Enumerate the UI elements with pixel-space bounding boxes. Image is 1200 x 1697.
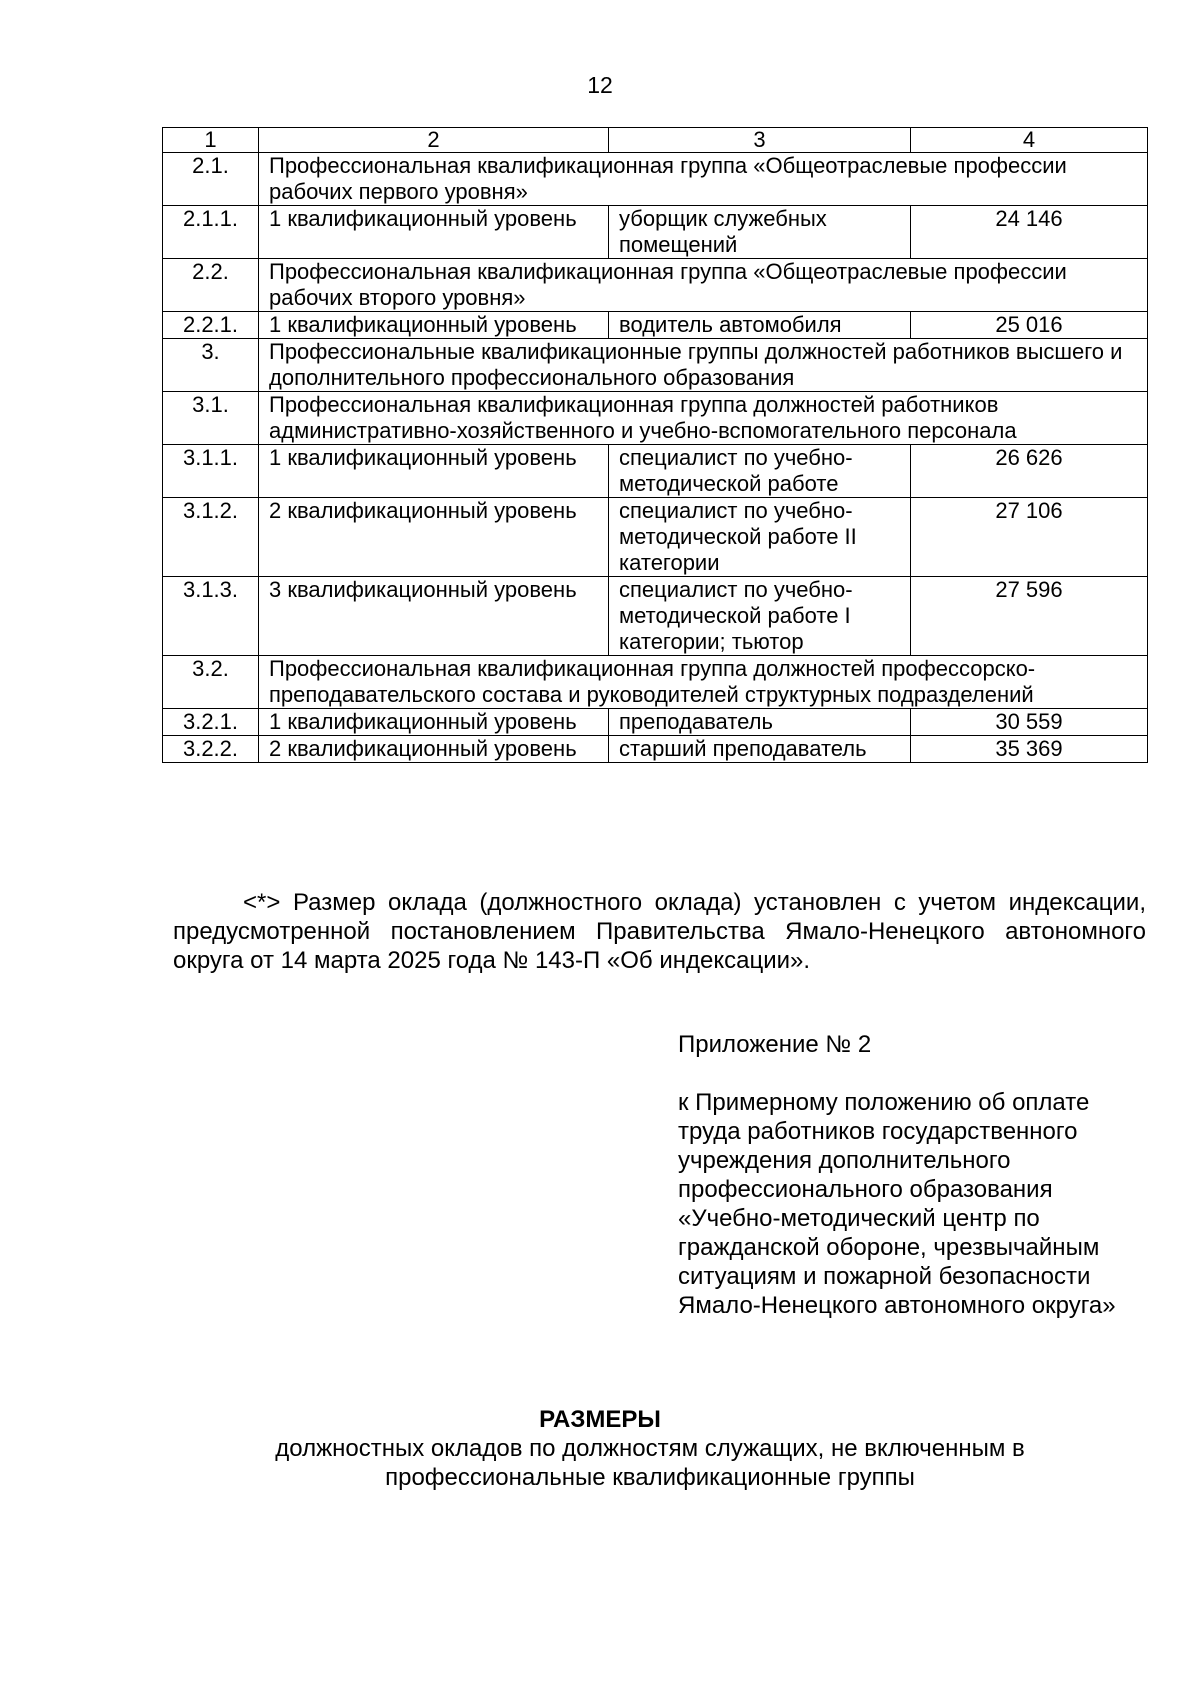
position-name: уборщик служебных помещений — [609, 206, 911, 259]
table-row — [163, 445, 1148, 498]
row-number: 2.2.1. — [163, 312, 259, 339]
group-row — [163, 259, 1148, 312]
salary-value: 30 559 — [911, 709, 1148, 736]
header-cell: 2 — [259, 128, 609, 153]
qualification-level: 2 квалификационный уровень — [259, 736, 609, 763]
group-title: Профессиональная квалификационная группа должностей работников административно-хозяйственного и учебно-вспомогательного персонала — [259, 392, 1148, 445]
group-title: Профессиональная квалификационная группа «Общеотраслевые профессии рабочих второго уровня» — [259, 259, 1148, 312]
position-name: преподаватель — [609, 709, 911, 736]
row-number: 2.2. — [163, 259, 259, 312]
appendix-body: к Примерному положению об оплате труда работников государственного учреждения дополнительного профессионального образования «Учебно-методический центр по гражданской обороне, чрезвычайным ситуациям и пожарной безопасности Ямало-Ненецкого автономного округа» — [678, 1089, 1116, 1319]
table-row — [163, 736, 1148, 763]
row-number: 3. — [163, 339, 259, 392]
group-title: Профессиональная квалификационная группа «Общеотраслевые профессии рабочих первого уровня» — [259, 153, 1148, 206]
position-name: специалист по учебно-методической работе II категории — [609, 498, 911, 577]
salary-value: 35 369 — [911, 736, 1148, 763]
row-number: 3.2.2. — [163, 736, 259, 763]
row-number: 3.1. — [163, 392, 259, 445]
section-heading: РАЗМЕРЫ — [539, 1406, 661, 1433]
salary-table — [162, 127, 1148, 763]
table-row — [163, 577, 1148, 656]
salary-value: 27 596 — [911, 577, 1148, 656]
row-number: 2.1.1. — [163, 206, 259, 259]
row-number: 2.1. — [163, 153, 259, 206]
qualification-level: 1 квалификационный уровень — [259, 445, 609, 498]
salary-value: 24 146 — [911, 206, 1148, 259]
salary-value: 26 626 — [911, 445, 1148, 498]
header-cell: 4 — [911, 128, 1148, 153]
table-row — [163, 206, 1148, 259]
position-name: специалист по учебно-методической работе I категории; тьютор — [609, 577, 911, 656]
qualification-level: 1 квалификационный уровень — [259, 312, 609, 339]
qualification-level: 3 квалификационный уровень — [259, 577, 609, 656]
header-cell: 3 — [609, 128, 911, 153]
position-name: старший преподаватель — [609, 736, 911, 763]
row-number: 3.2.1. — [163, 709, 259, 736]
footnote: <*> Размер оклада (должностного оклада) установлен с учетом индексации, предусмотренной постановлением Правительства Ямало-Ненецкого автономного округа от 14 марта 2025 года № 143-П «Об индексации». — [173, 889, 1146, 974]
position-name: водитель автомобиля — [609, 312, 911, 339]
group-row — [163, 339, 1148, 392]
salary-value: 25 016 — [911, 312, 1148, 339]
group-row — [163, 656, 1148, 709]
group-title: Профессиональная квалификационная группа должностей профессорско-преподавательского состава и руководителей структурных подразделений — [259, 656, 1148, 709]
qualification-level: 2 квалификационный уровень — [259, 498, 609, 577]
qualification-level: 1 квалификационный уровень — [259, 206, 609, 259]
row-number: 3.2. — [163, 656, 259, 709]
table-row — [163, 312, 1148, 339]
row-number: 3.1.2. — [163, 498, 259, 577]
page-number: 12 — [587, 72, 613, 98]
table-row — [163, 709, 1148, 736]
section-subheading: должностных окладов по должностям служащих, не включенным в профессиональные квалификационные группы — [275, 1435, 1025, 1491]
group-row — [163, 153, 1148, 206]
table-body — [163, 128, 1148, 763]
salary-value: 27 106 — [911, 498, 1148, 577]
table-header-row — [163, 128, 1148, 153]
row-number: 3.1.3. — [163, 577, 259, 656]
appendix-title: Приложение № 2 — [678, 1031, 872, 1058]
header-cell: 1 — [163, 128, 259, 153]
position-name: специалист по учебно-методической работе — [609, 445, 911, 498]
qualification-level: 1 квалификационный уровень — [259, 709, 609, 736]
group-title: Профессиональные квалификационные группы должностей работников высшего и дополнительного профессионального образования — [259, 339, 1148, 392]
row-number: 3.1.1. — [163, 445, 259, 498]
group-row — [163, 392, 1148, 445]
table-row — [163, 498, 1148, 577]
